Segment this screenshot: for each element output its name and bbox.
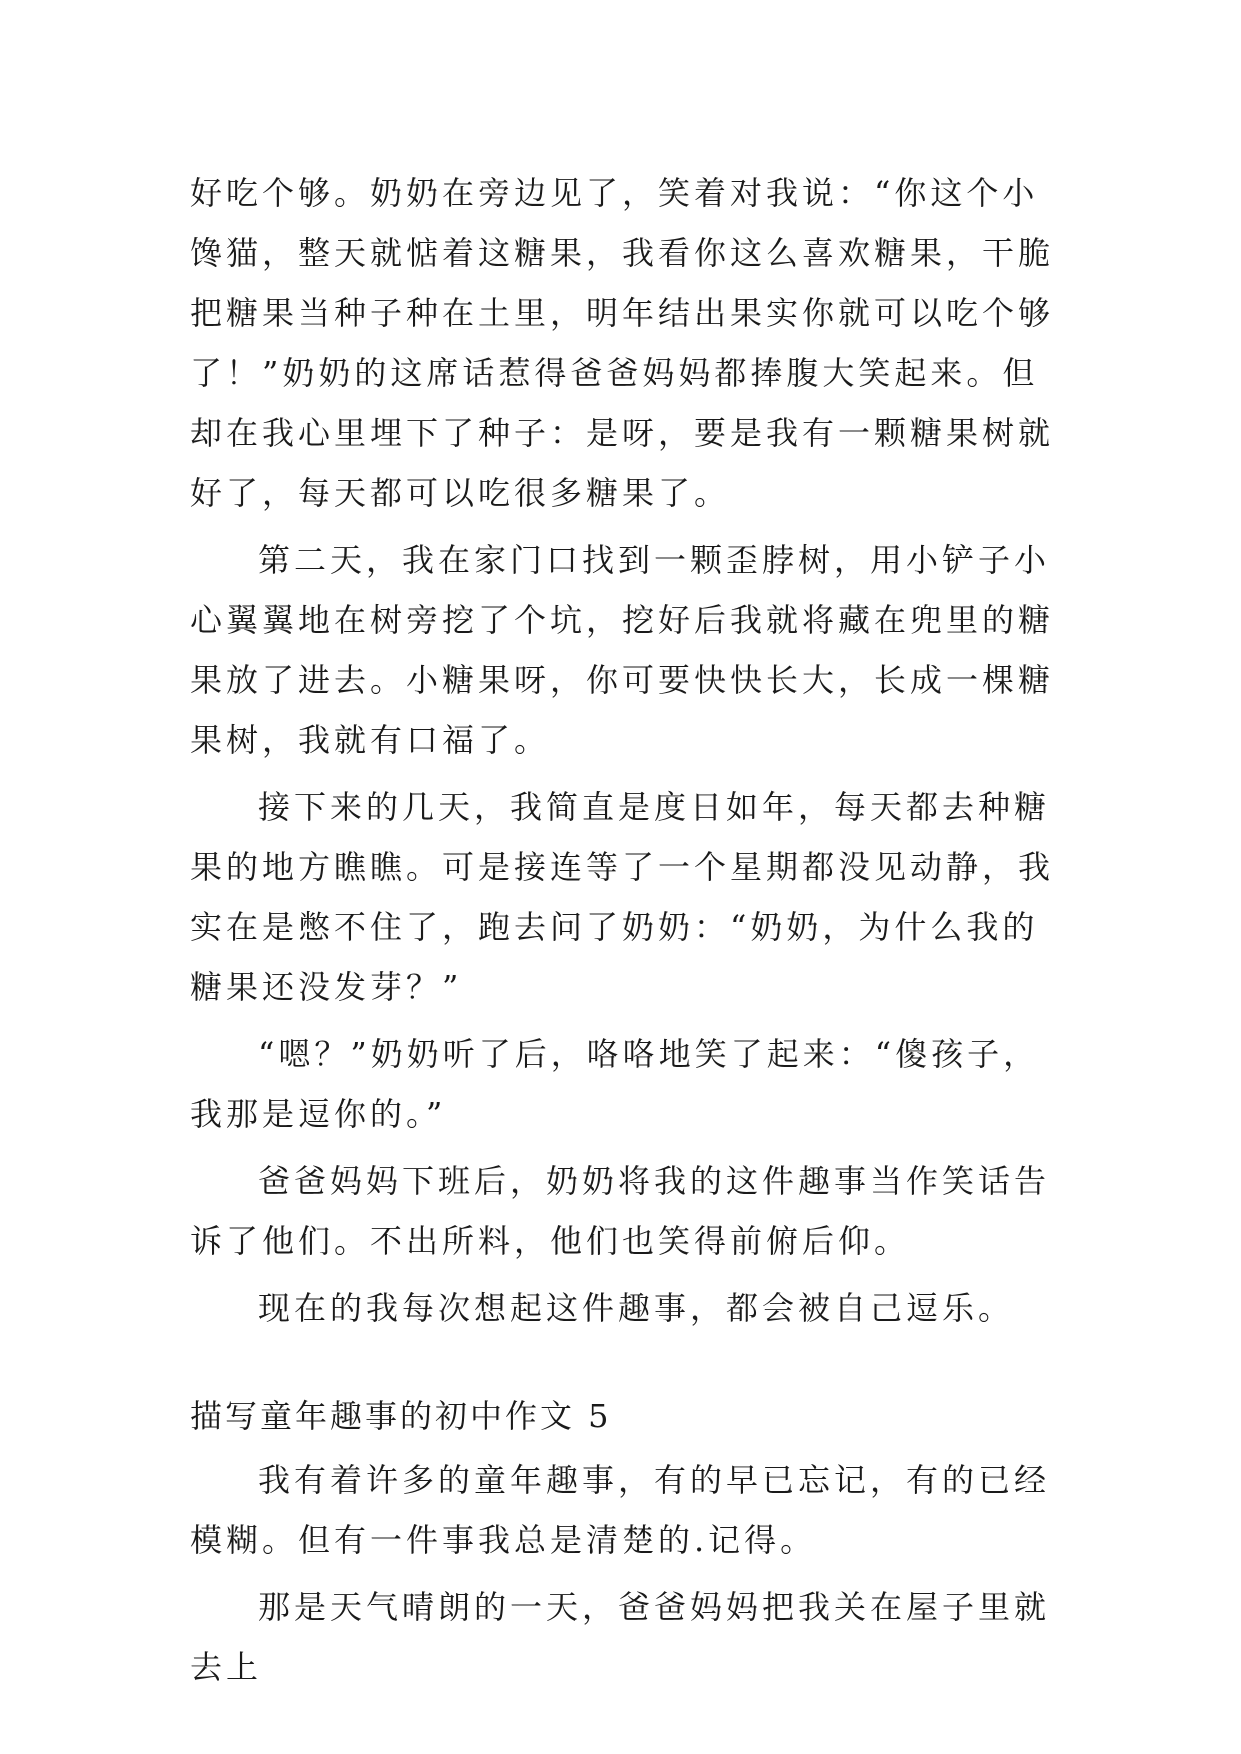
- paragraph-7: 我有着许多的童年趣事，有的早已忘记，有的已经模糊。但有一件事我总是清楚的.记得。: [190, 1461, 1051, 1559]
- paragraph-3: 接下来的几天，我简直是度日如年，每天都去种糖果的地方瞧瞧。可是接连等了一个星期都没见动静，我实在是憋不住了，跑去问了奶奶：“奶奶，为什么我的糖果还没发芽？”: [190, 788, 1055, 1006]
- paragraph-5: 爸爸妈妈下班后，奶奶将我的这件趣事当作笑话告诉了他们。不出所料，他们也笑得前俯后仰。: [190, 1162, 1051, 1260]
- paragraph-1: 好吃个够。奶奶在旁边见了，笑着对我说：“你这个小馋猫，整天就惦着这糖果，我看你这么喜欢糖果，干脆把糖果当种子种在土里，明年结出果实你就可以吃个够了！”奶奶的这席话惹得爸爸妈妈都捧腹大笑起来。但却在我心里埋下了种子：是呀，要是我有一颗糖果树就好了，每天都可以吃很多糖果了。: [190, 174, 1055, 512]
- document-body: [190, 163, 1070, 1704]
- paragraph-6: 现在的我每次想起这件趣事，都会被自己逗乐。: [258, 1289, 1015, 1327]
- paragraph-2: 第二天，我在家门口找到一颗歪脖树，用小铲子小心翼翼地在树旁挖了个坑，挖好后我就将藏在兜里的糖果放了进去。小糖果呀，你可要快快长大，长成一棵糖果树，我就有口福了。: [190, 541, 1055, 759]
- section-heading: 描写童年趣事的初中作文 5: [190, 1397, 612, 1435]
- paragraph-8: 那是天气晴朗的一天，爸爸妈妈把我关在屋子里就去上: [190, 1588, 1051, 1686]
- paragraph-4: “嗯？”奶奶听了后，咯咯地笑了起来：“傻孩子，我那是逗你的。”: [190, 1035, 1040, 1133]
